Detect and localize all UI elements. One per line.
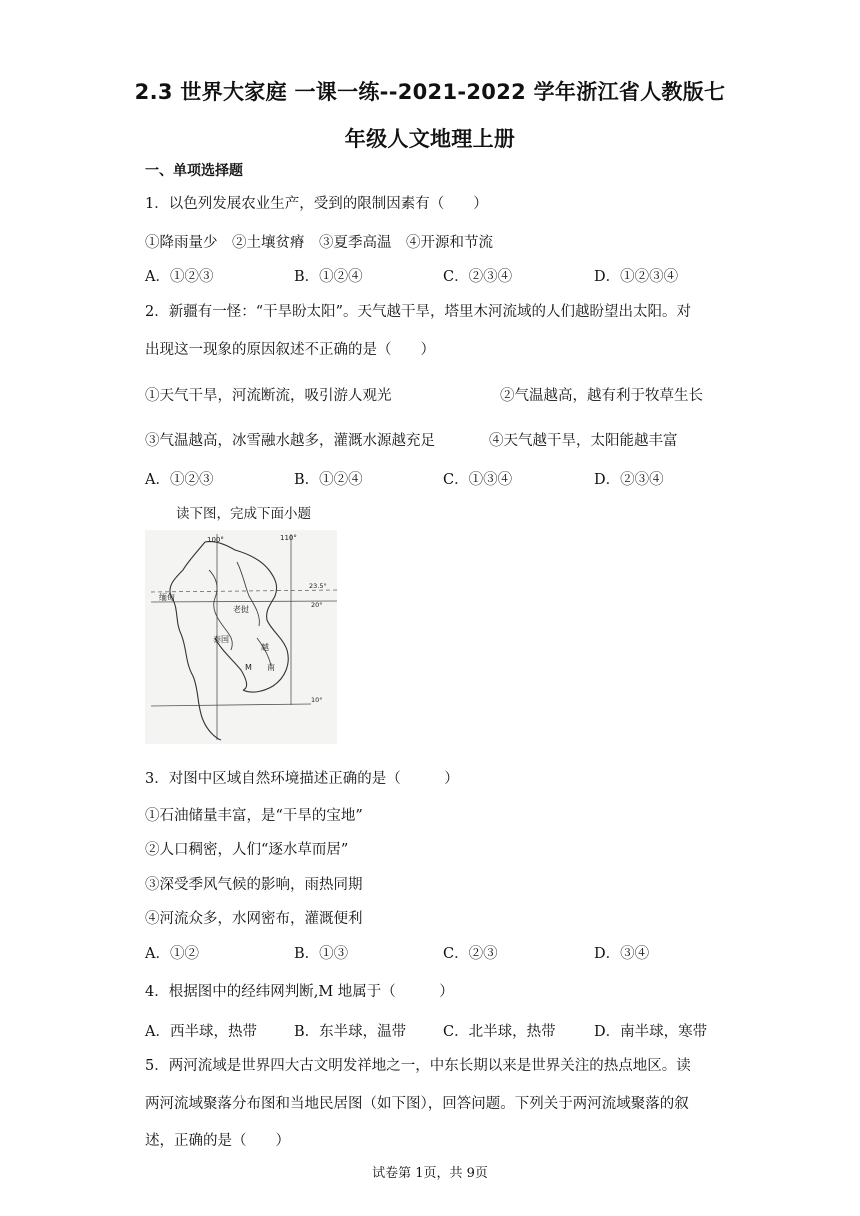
lat-label-20: 20° <box>311 601 323 609</box>
q4-option-c[interactable]: C．北半球，热带 <box>443 1024 556 1040</box>
q3-statement-3: ③深受季风气候的影响，雨热同期 <box>145 877 363 893</box>
q2-stem-line1: 2．新疆有一怪：“干旱盼太阳”。天气越干旱，塔里木河流域的人们越盼望出太阳。对 <box>145 304 692 320</box>
q1-stem: 1．以色列发展农业生产，受到的限制因素有（ ） <box>145 196 488 212</box>
q3-option-a[interactable]: A．①② <box>145 946 199 962</box>
q2-option-b[interactable]: B．①②④ <box>294 472 363 488</box>
q5-line1: 5．两河流域是世界四大古文明发祥地之一，中东长期以来是世界关注的热点地区。读 <box>145 1058 691 1074</box>
q3-statement-2: ②人口稠密，人们“逐水草而居” <box>145 842 349 858</box>
label-thailand: 泰国 <box>213 635 229 644</box>
page-title-line2: 年级人文地理上册 <box>344 127 516 151</box>
q3-stem: 3．对图中区域自然环境描述正确的是（ ） <box>145 771 459 787</box>
q2-stem-line2: 出现这一现象的原因叙述不正确的是（ ） <box>145 342 435 358</box>
q3-option-c[interactable]: C．②③ <box>443 946 498 962</box>
q4-option-d[interactable]: D．南半球，寒带 <box>594 1024 708 1040</box>
q5-line3: 述，正确的是（ ） <box>145 1133 290 1149</box>
q4-option-a[interactable]: A．西半球，热带 <box>145 1024 257 1040</box>
q3-option-d[interactable]: D．③④ <box>594 946 650 962</box>
label-laos: 老挝 <box>233 605 249 614</box>
page-title-line1: 2.3 世界大家庭 一课一练--2021-2022 学年浙江省人教版七 <box>134 80 726 104</box>
lon-label-100: 100° <box>207 536 224 544</box>
map-background <box>145 530 337 744</box>
q5-line2: 两河流域聚落分布图和当地民居图（如下图），回答问题。下列关于两河流域聚落的叙 <box>145 1096 689 1112</box>
q3-statement-4: ④河流众多，水网密布，灌溉便利 <box>145 911 363 927</box>
q1-option-a[interactable]: A．①②③ <box>145 269 214 285</box>
q2-statement-2: ②气温越高，越有利于牧草生长 <box>500 388 703 404</box>
q3-option-b[interactable]: B．①③ <box>294 946 349 962</box>
page-footer: 试卷第 1页，共 9页 <box>372 1166 488 1181</box>
q2-option-a[interactable]: A．①②③ <box>145 472 214 488</box>
q3-statement-1: ①石油储量丰富，是“干旱的宝地” <box>145 808 363 824</box>
lat-label-10: 10° <box>311 696 323 704</box>
lon-label-110: 110° <box>280 534 297 542</box>
q2-option-d[interactable]: D．②③④ <box>594 472 664 488</box>
q2-option-c[interactable]: C．①③④ <box>443 472 513 488</box>
southeast-asia-map <box>145 530 337 744</box>
label-myanmar: 缅甸 <box>159 593 175 602</box>
q1-option-c[interactable]: C．②③④ <box>443 269 513 285</box>
lat-label-23-5: 23.5° <box>309 582 327 590</box>
q2-statement-1: ①天气干旱，河流断流，吸引游人观光 <box>145 388 392 404</box>
label-m: M <box>245 663 252 672</box>
q4-stem: 4．根据图中的经纬网判断,M 地属于（ ） <box>145 984 454 1000</box>
q1-option-d[interactable]: D．①②③④ <box>594 269 679 285</box>
figure-intro: 读下图，完成下面小题 <box>176 506 311 522</box>
q2-statement-3: ③气温越高，冰雪融水越多，灌溉水源越充足 <box>145 433 435 449</box>
label-nan: 南 <box>267 663 275 672</box>
q4-option-b[interactable]: B．东半球，温带 <box>294 1024 407 1040</box>
q2-statement-4: ④天气越干旱，太阳能越丰富 <box>489 433 678 449</box>
q1-statements: ①降雨量少 ②土壤贫瘠 ③夏季高温 ④开源和节流 <box>145 235 493 251</box>
label-yue: 越 <box>261 643 269 652</box>
section-heading: 一、单项选择题 <box>145 163 243 179</box>
q1-option-b[interactable]: B．①②④ <box>294 269 363 285</box>
